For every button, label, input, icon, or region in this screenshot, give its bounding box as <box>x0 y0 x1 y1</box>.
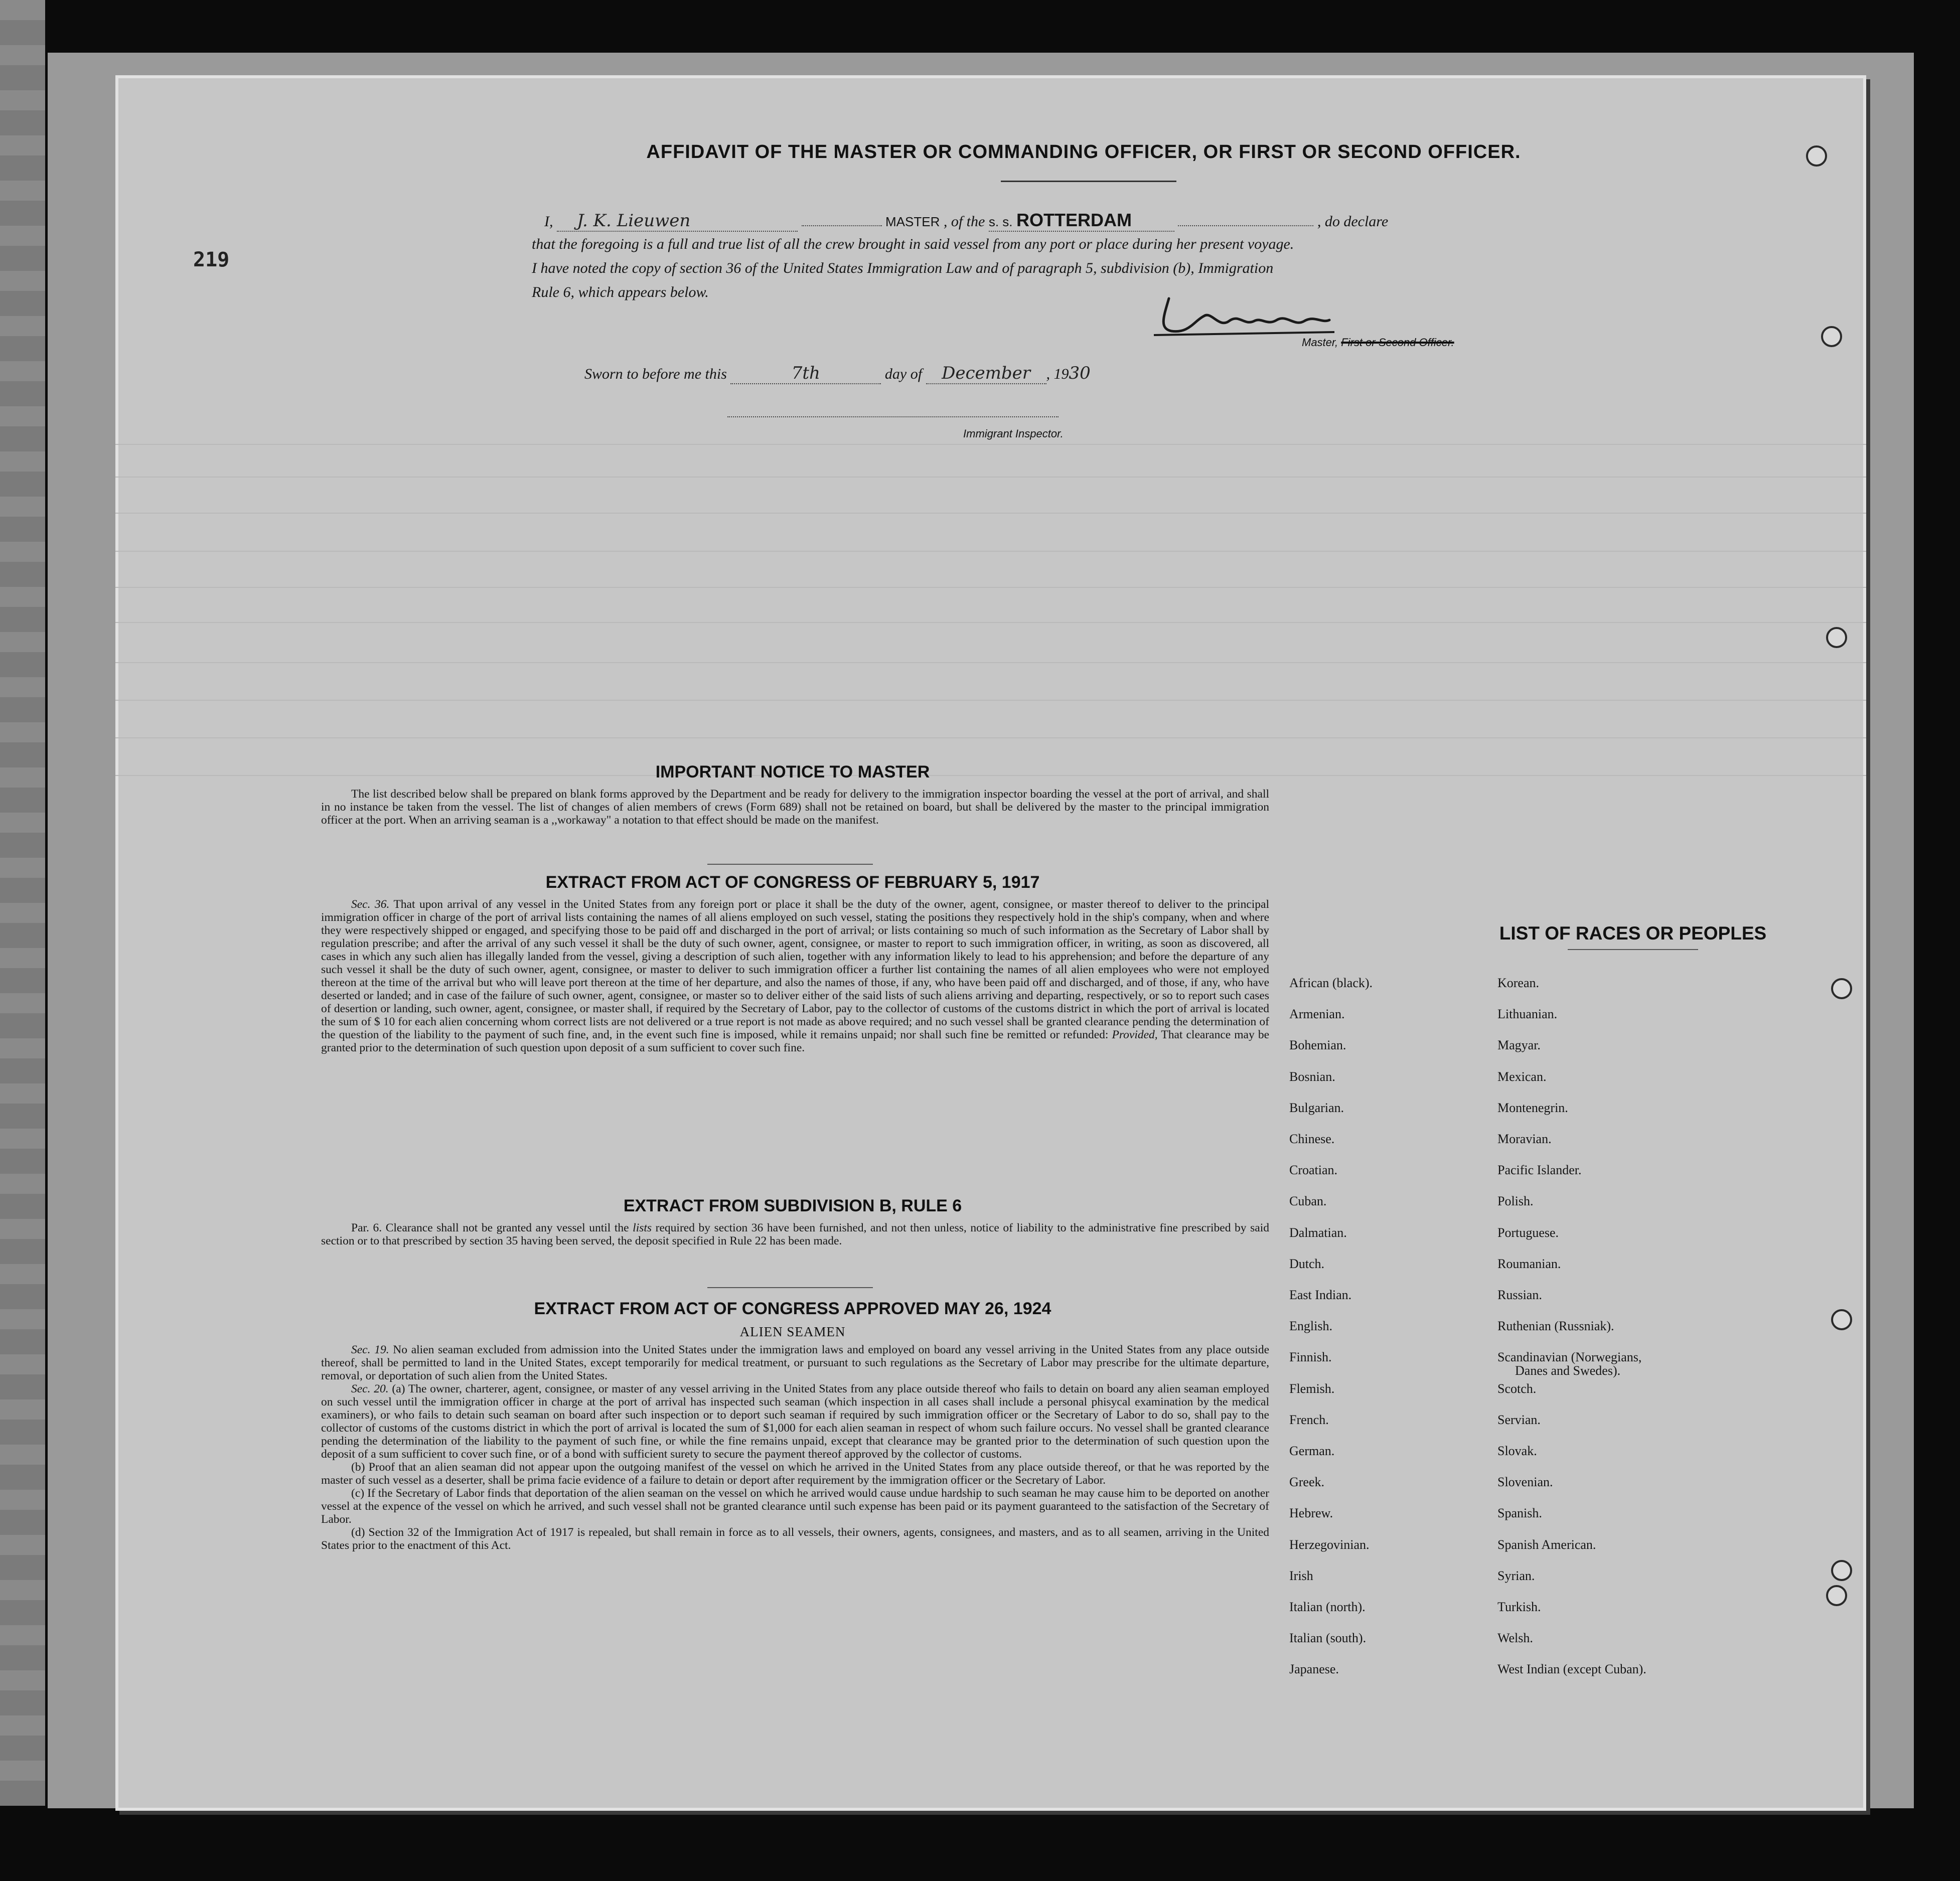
lists-word: lists <box>633 1221 652 1234</box>
race-item: Pacific Islander. <box>1497 1163 1582 1178</box>
race-item: Portuguese. <box>1497 1225 1559 1240</box>
race-item: Servian. <box>1497 1412 1541 1427</box>
of-the: , of the <box>943 213 985 230</box>
section-divider <box>707 864 873 865</box>
rule-6-paragraph <box>321 1221 1269 1247</box>
ghost-rule <box>115 587 1866 588</box>
ghost-rule <box>115 662 1866 663</box>
race-item: Croatian. <box>1289 1163 1338 1178</box>
race-item: Herzegovinian. <box>1289 1537 1370 1552</box>
race-item: Bosnian. <box>1289 1069 1335 1084</box>
race-item: Greek. <box>1289 1475 1325 1490</box>
inspector-signature-line <box>727 416 1059 417</box>
extract-1917-title: EXTRACT FROM ACT OF CONGRESS OF FEBRUARY 5, 1917 <box>545 873 1040 892</box>
notice-body <box>321 788 1269 827</box>
race-item: Welsh. <box>1497 1631 1533 1646</box>
punch-hole <box>1831 1309 1852 1330</box>
race-item: Scotch. <box>1497 1381 1537 1396</box>
notice-text: The list described below shall be prepared on blank forms approved by the Department and be ready for delivery to the immigration inspector boarding the vessel at the port of arrival, and shall in no instance be taken from the vessel. The list of changes of alien members of crews (Form 689) shall not be retained on board, but shall be delivered by the master to the principal immigration officer at the port. When an arriving seaman is a ,,workaway" a notation to that effect should be made on the manifest. <box>321 788 1269 827</box>
vessel-prefix: s. s. <box>988 214 1013 229</box>
section-divider <box>707 1287 873 1288</box>
extract-1924-body <box>321 1343 1269 1552</box>
race-item: Syrian. <box>1497 1568 1535 1583</box>
extract-1917-body <box>321 898 1269 1054</box>
races-title-rule <box>1568 949 1698 950</box>
fill-line <box>802 225 882 226</box>
race-item: Scandinavian (Norwegians, <box>1497 1350 1642 1365</box>
back-sheet-edge <box>0 0 45 1806</box>
sec-19-text: No alien seaman excluded from admission into the United States under the immigration laws and employed on board any vessel arriving in the United States from any place outside thereof, shall be permitted to land in the United States, except temporarily for medical treatment, or pursuant to such regulations as the Secretary of Labor may prescribe for the ultimate departure, removal, or deportation of such alien from the United States. <box>321 1343 1270 1382</box>
race-item: Spanish American. <box>1497 1537 1596 1552</box>
race-item: Korean. <box>1497 976 1540 990</box>
sec-36-label: Sec. 36. <box>351 898 390 911</box>
sec-20-label: Sec. 20. <box>351 1382 389 1395</box>
races-title: LIST OF RACES OR PEOPLES <box>1499 923 1767 944</box>
race-item: Danes and Swedes). <box>1515 1363 1621 1378</box>
affidavit-line-4: Rule 6, which appears below. <box>532 284 709 300</box>
section-19-paragraph <box>321 1343 1269 1382</box>
race-item: Spanish. <box>1497 1506 1542 1521</box>
master-name-field: J. K. Lieuwen <box>557 211 798 232</box>
punch-hole <box>1821 326 1842 347</box>
race-item: Flemish. <box>1289 1381 1335 1396</box>
ghost-rule <box>115 622 1866 623</box>
race-item: Italian (south). <box>1289 1631 1367 1646</box>
sworn-day-field: 7th <box>730 363 881 384</box>
do-declare: , do declare <box>1317 213 1389 230</box>
race-item: Cuban. <box>1289 1194 1327 1209</box>
race-item: Dutch. <box>1289 1256 1325 1271</box>
race-item: French. <box>1289 1412 1329 1427</box>
master-signature <box>1149 286 1339 341</box>
vessel-name: ROTTERDAM <box>1016 210 1132 230</box>
section-36-paragraph <box>321 898 1269 1054</box>
sworn-line <box>584 363 1091 384</box>
race-item: Bohemian. <box>1289 1038 1346 1053</box>
race-item: Ruthenian (Russniak). <box>1497 1319 1614 1334</box>
sworn-month-field: December <box>926 363 1046 384</box>
sec-36-text-end: That clearance may be granted prior to the determination of such question upon deposit of a sum sufficient to cover such fine. <box>321 1028 1270 1054</box>
race-item: Armenian. <box>1289 1007 1345 1022</box>
affidavit-line-2: that the foregoing is a full and true list of all the crew brought in said vessel from any port or place during her present voyage. <box>532 236 1294 252</box>
race-item: Slovak. <box>1497 1444 1537 1458</box>
title-rule <box>1001 181 1176 182</box>
race-item: English. <box>1289 1319 1332 1334</box>
struck-officer-caption: First or Second Officer. <box>1341 336 1454 349</box>
race-item: African (black). <box>1289 976 1373 990</box>
race-item: Slovenian. <box>1497 1475 1553 1490</box>
race-item: Russian. <box>1497 1288 1542 1302</box>
vessel-field <box>989 210 1174 232</box>
race-item: West Indian (except Cuban). <box>1497 1662 1646 1677</box>
master-label: MASTER <box>885 214 940 229</box>
race-item: Turkish. <box>1497 1600 1541 1614</box>
race-item: Hebrew. <box>1289 1506 1333 1521</box>
rule-6-title: EXTRACT FROM SUBDIVISION B, RULE 6 <box>623 1196 962 1215</box>
signature-caption <box>1302 336 1454 349</box>
i-prefix: I, <box>544 213 553 230</box>
alien-seamen-subtitle: ALIEN SEAMEN <box>739 1324 846 1339</box>
race-item: Italian (north). <box>1289 1600 1366 1614</box>
year-prefix: , 19 <box>1046 366 1069 382</box>
race-item: Montenegrin. <box>1497 1100 1568 1115</box>
sec-36-text: That upon arrival of any vessel in the United States from any foreign port or place it shall be the duty of the owner, agent, consignee, or master thereof to deliver to the principal immigration officer in charge of the port of arrival lists containing the names of all aliens employed on such vessel, stating the positions they respectively hold in the ship's company, when and where they were respectively shipped or engaged, and specifying those to be paid off and discharged in the port of arrival; or lists containing so much of such information as the Secretary of Labor shall by regulation prescribe; and after the arrival of any such vessel it shall be the duty of such owner, agent, consignee, or master to report to such immigration officer, in writing, as soon as discovered, all cases in which any such alien has illegally landed from the vessel, giving a description of such alien, together with any information likely to lead to his apprehension; and before the departure of any such vessel it shall be the duty of such owner, agent, consignee, or master to deliver to such immigration officer a further list containing the names of all alien employees who were not employed thereon at the time of the arrival but who will leave port thereon at the time of her departure, and also the names of those, if any, who have been paid off and discharged, and of those, if any, who have deserted or landed; and in case of the failure of such owner, agent, consignee, or master so to deliver either of the said lists of such aliens arriving and departing, respectively, or so to report such cases of desertion or landing, such owner, agent, consignee, or master shall, if required by the Secretary of Labor, pay to the collector of customs of the customs district in which the port of arrival is located the sum of $ 10 for each alien concerning whom correct lists are not delivered or a true report is not made as above required; and no such vessel shall be granted clearance pending the determination of the question of the liability to the payment of such fine, and, in the event such fine is imposed, while it remains unpaid; nor shall such fine be remitted or refunded: <box>321 898 1269 1041</box>
rule-6-body <box>321 1221 1269 1247</box>
punch-hole <box>1826 1585 1847 1606</box>
race-item: East Indian. <box>1289 1288 1352 1302</box>
race-item: Polish. <box>1497 1194 1534 1209</box>
race-item: Chinese. <box>1289 1132 1335 1146</box>
ghost-rule <box>115 700 1866 701</box>
document-page <box>115 75 1866 1811</box>
race-item: Dalmatian. <box>1289 1225 1347 1240</box>
race-item: Finnish. <box>1289 1350 1332 1365</box>
section-20d-paragraph: (d) Section 32 of the Immigration Act of 1917 is repealed, but shall remain in force as to all vessels, their owners, agents, consignees, and masters, and as to all seamen, arriving in the United States prior to the enactment of this Act. <box>321 1526 1269 1552</box>
section-20b-paragraph: (b) Proof that an alien seaman did not appear upon the outgoing manifest of the vessel on which he arrived in the United States from any place outside thereof, or that he was reported by the master of such vessel as a deserter, shall be prima facie evidence of a failure to detain or deport after requirement by the immigration officer or the Secretary of Labor. <box>321 1461 1269 1487</box>
ghost-rule <box>115 477 1866 478</box>
ghost-rule <box>115 444 1866 445</box>
provided-word: Provided, <box>1112 1028 1158 1041</box>
punch-hole <box>1831 978 1852 999</box>
day-of: day of <box>884 366 923 382</box>
affidavit-line-3: I have noted the copy of section 36 of the United States Immigration Law and of paragraph 5, subdivision (b), Immigration <box>532 260 1274 276</box>
race-item: Bulgarian. <box>1289 1100 1344 1115</box>
rule-6-text-b: required by section 36 have been furnished, and not then unless, notice of liability to the administrative fine prescribed by said section or to that prescribed by section 35 having been served, the deposit specified in Rule 22 has been made. <box>321 1221 1269 1247</box>
sec-19-label: Sec. 19. <box>351 1343 389 1356</box>
race-item: Moravian. <box>1497 1132 1552 1146</box>
margin-number: 219 <box>193 248 230 271</box>
rule-6-text-a: Par. 6. Clearance shall not be granted any vessel until the <box>351 1221 629 1234</box>
extract-1924-title: EXTRACT FROM ACT OF CONGRESS APPROVED MAY 26, 1924 <box>534 1299 1051 1318</box>
sworn-year-field: 30 <box>1069 363 1091 383</box>
race-item: Magyar. <box>1497 1038 1541 1053</box>
notice-title: IMPORTANT NOTICE TO MASTER <box>655 762 930 781</box>
master-caption: Master, <box>1302 336 1338 349</box>
race-item: Japanese. <box>1289 1662 1339 1677</box>
sec-20a-text: (a) The owner, charterer, agent, consignee, or master of any vessel arriving in the United States from any place outside thereof who fails to detain on board any alien seaman employed on such vessel until the immigration officer in charge at the port of arrival has inspected such seaman (which inspection in all cases shall include a personal phisycal examination by the medical examiners), or who fails to detain such seaman on board after such inspection or to deport such seaman if required by such immigration officer or the Secretary of Labor to do so, shall pay to the collector of customs of the customs district in which the port of arrival is located the sum of $1,000 for each alien seaman in respect of whom such failure occurs. No vessel shall be granted clearance pending the determination of the liability to the payment of such fine, or while the fine remains unpaid, except that clearance may be granted prior to the determination of such question upon the deposit of a sum sufficient to cover such fine, or of a bond with sufficient surety to secure the payment thereof approved by the collector of customs. <box>321 1382 1269 1461</box>
sworn-prefix: Sworn to before me this <box>584 366 727 382</box>
punch-hole <box>1826 627 1847 648</box>
ghost-rule <box>115 513 1866 514</box>
race-item: Irish <box>1289 1568 1313 1583</box>
punch-hole <box>1806 145 1827 167</box>
inspector-label: Immigrant Inspector. <box>963 427 1064 440</box>
ghost-rule <box>115 737 1866 738</box>
punch-hole <box>1831 1560 1852 1581</box>
ghost-rule <box>115 551 1866 552</box>
section-20a-paragraph <box>321 1382 1269 1461</box>
section-20c-paragraph: (c) If the Secretary of Labor finds that deportation of the alien seaman on the vessel on which he arrived would cause undue hardship to such seaman he may cause him to be deported on another vessel at the expence of the vessel on which he arrived, and such vessel shall not be granted clearance until such expense has been paid or its payment guaranteed to the satisfaction of the Secretary of Labor. <box>321 1487 1269 1526</box>
race-item: Mexican. <box>1497 1069 1547 1084</box>
affidavit-title: AFFIDAVIT OF THE MASTER OR COMMANDING OFFICER, OR FIRST OR SECOND OFFICER. <box>646 141 1521 163</box>
affidavit-line-1 <box>544 210 1388 232</box>
race-item: Lithuanian. <box>1497 1007 1558 1022</box>
fill-line <box>1178 225 1313 226</box>
race-item: Roumanian. <box>1497 1256 1561 1271</box>
race-item: German. <box>1289 1444 1335 1458</box>
